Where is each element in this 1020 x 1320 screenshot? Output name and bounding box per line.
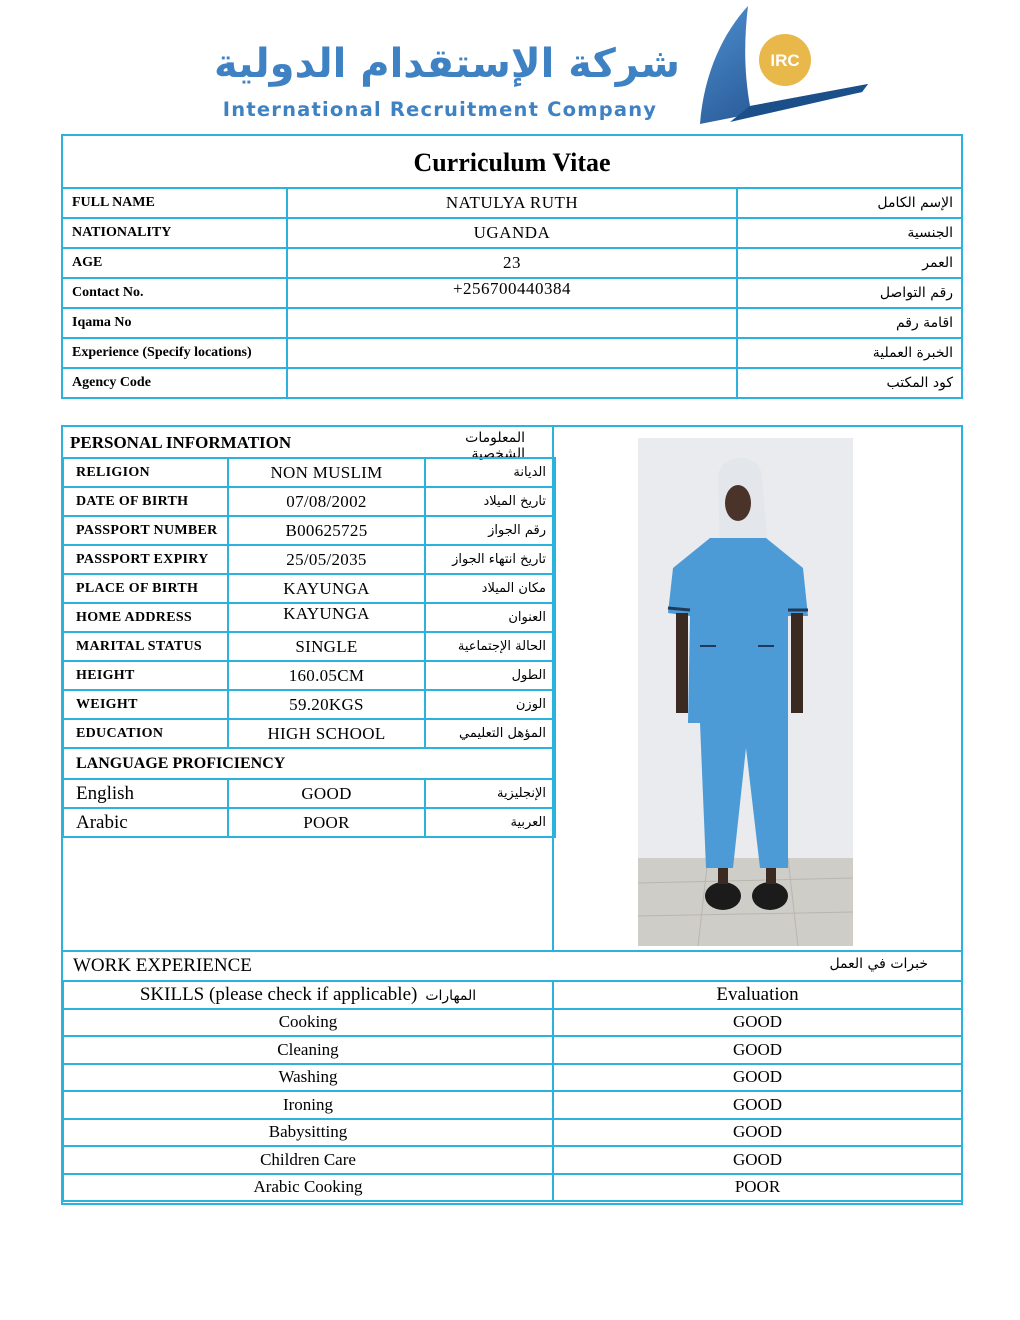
cv-value: +256700440384 xyxy=(287,278,737,308)
pi-label-arabic: رقم الجواز xyxy=(425,516,555,545)
cv-label-arabic: الإسم الكامل xyxy=(737,188,962,218)
cv-label: Iqama No xyxy=(62,308,287,338)
pi-value: SINGLE xyxy=(228,632,425,661)
cv-label-arabic: رقم التواصل xyxy=(737,278,962,308)
pi-label-arabic: الحالة الإجتماعية xyxy=(425,632,555,661)
pi-value: NON MUSLIM xyxy=(228,458,425,487)
skill-name: Cooking xyxy=(63,1009,553,1037)
cv-label-arabic: كود المكتب xyxy=(737,368,962,398)
pi-row-place-of-birth xyxy=(63,574,555,603)
pi-row-home-address xyxy=(63,603,555,632)
pi-row-date-of-birth xyxy=(63,487,555,516)
cv-value: NATULYA RUTH xyxy=(287,188,737,218)
pi-label: PASSPORT NUMBER xyxy=(63,516,228,545)
pi-row-passport-expiry xyxy=(63,545,555,574)
pi-label: PASSPORT EXPIRY xyxy=(63,545,228,574)
skills-header-label: SKILLS (please check if applicable) xyxy=(139,983,418,1005)
skills-table xyxy=(62,980,963,1202)
pi-value: KAYUNGA xyxy=(228,603,425,632)
candidate-photo xyxy=(638,438,853,946)
skill-evaluation: GOOD xyxy=(553,1064,962,1092)
pi-label: PLACE OF BIRTH xyxy=(63,574,228,603)
cv-row-full-name xyxy=(62,188,962,218)
skills-header-arabic: المهارات xyxy=(425,987,477,1004)
pi-label-arabic: تاريخ الميلاد xyxy=(425,487,555,516)
skill-name: Washing xyxy=(63,1064,553,1092)
cv-value xyxy=(287,338,737,368)
cv-row-contact xyxy=(62,278,962,308)
pi-row-height xyxy=(63,661,555,690)
skill-name: Cleaning xyxy=(63,1036,553,1064)
skill-evaluation: GOOD xyxy=(553,1146,962,1174)
pi-label-arabic: العنوان xyxy=(425,603,555,632)
cv-row-age xyxy=(62,248,962,278)
skill-row xyxy=(63,1036,962,1064)
evaluation-header: Evaluation xyxy=(553,981,962,1009)
pi-row-education xyxy=(63,719,555,748)
skill-evaluation: POOR xyxy=(553,1174,962,1202)
language-name: Arabic xyxy=(63,808,228,837)
cv-label-arabic: الجنسية xyxy=(737,218,962,248)
language-proficiency-heading-row xyxy=(63,748,555,779)
cv-label-arabic: العمر xyxy=(737,248,962,278)
pi-row-marital-status xyxy=(63,632,555,661)
skill-evaluation: GOOD xyxy=(553,1009,962,1037)
skill-evaluation: GOOD xyxy=(553,1091,962,1119)
pi-label: DATE OF BIRTH xyxy=(63,487,228,516)
language-level: GOOD xyxy=(228,779,425,808)
cv-label: AGE xyxy=(62,248,287,278)
cv-summary-table xyxy=(61,134,963,399)
skill-row xyxy=(63,1091,962,1119)
company-name-english: International Recruitment Company xyxy=(222,98,658,121)
company-logo xyxy=(195,2,875,132)
pi-value: KAYUNGA xyxy=(228,574,425,603)
skill-row xyxy=(63,1146,962,1174)
cv-label-arabic: اقامة رقم xyxy=(737,308,962,338)
cv-label: Experience (Specify locations) xyxy=(62,338,287,368)
pi-label-arabic: تاريخ انتهاء الجواز xyxy=(425,545,555,574)
pi-label-arabic: الوزن xyxy=(425,690,555,719)
skill-row xyxy=(63,1064,962,1092)
cv-row-agency-code xyxy=(62,368,962,398)
language-name-arabic: العربية xyxy=(425,808,555,837)
cv-label: Agency Code xyxy=(62,368,287,398)
company-name-arabic: شركة الإستقدام الدولية xyxy=(214,41,680,87)
pi-label: EDUCATION xyxy=(63,719,228,748)
cv-value: UGANDA xyxy=(287,218,737,248)
pi-value: 07/08/2002 xyxy=(228,487,425,516)
personal-info-heading: PERSONAL INFORMATION xyxy=(70,433,292,452)
cv-label: Contact No. xyxy=(62,278,287,308)
personal-info-table xyxy=(62,457,556,838)
pi-label-arabic: المؤهل التعليمي xyxy=(425,719,555,748)
pi-label: RELIGION xyxy=(63,458,228,487)
language-proficiency-heading: LANGUAGE PROFICIENCY xyxy=(63,748,555,779)
cv-value xyxy=(287,368,737,398)
personal-info-heading-arabic: المعلومات الشخصية xyxy=(465,430,525,462)
language-level: POOR xyxy=(228,808,425,837)
cv-label-arabic: الخبرة العملية xyxy=(737,338,962,368)
pi-label-arabic: الديانة xyxy=(425,458,555,487)
work-experience-heading: WORK EXPERIENCE xyxy=(73,955,252,976)
skill-name: Babysitting xyxy=(63,1119,553,1147)
language-name: English xyxy=(63,779,228,808)
pi-label: HOME ADDRESS xyxy=(63,603,228,632)
pi-value: B00625725 xyxy=(228,516,425,545)
logo-mark-icon xyxy=(690,2,890,132)
pi-value: 59.20KGS xyxy=(228,690,425,719)
pi-label: HEIGHT xyxy=(63,661,228,690)
pi-row-religion xyxy=(63,458,555,487)
pi-value: 25/05/2035 xyxy=(228,545,425,574)
skill-evaluation: GOOD xyxy=(553,1119,962,1147)
language-row-arabic xyxy=(63,808,555,837)
skill-row xyxy=(63,1009,962,1037)
skill-name: Ironing xyxy=(63,1091,553,1119)
pi-row-weight xyxy=(63,690,555,719)
skills-header xyxy=(63,981,553,1009)
cv-label: FULL NAME xyxy=(62,188,287,218)
language-row-english xyxy=(63,779,555,808)
cv-row-nationality xyxy=(62,218,962,248)
pi-label: MARITAL STATUS xyxy=(63,632,228,661)
cv-value xyxy=(287,308,737,338)
work-experience-heading-arabic: خبرات في العمل xyxy=(829,956,928,972)
skill-name: Arabic Cooking xyxy=(63,1174,553,1202)
skill-row xyxy=(63,1174,962,1202)
cv-label: NATIONALITY xyxy=(62,218,287,248)
cv-title: Curriculum Vitae xyxy=(62,135,962,188)
skills-header-row xyxy=(63,981,962,1009)
skill-evaluation: GOOD xyxy=(553,1036,962,1064)
pi-label-arabic: الطول xyxy=(425,661,555,690)
pi-label: WEIGHT xyxy=(63,690,228,719)
logo-mark-text: IRC xyxy=(770,51,800,70)
cv-value: 23 xyxy=(287,248,737,278)
language-name-arabic: الإنجليزية xyxy=(425,779,555,808)
skill-name: Children Care xyxy=(63,1146,553,1174)
skill-row xyxy=(63,1119,962,1147)
cv-row-experience xyxy=(62,338,962,368)
pi-row-passport-number xyxy=(63,516,555,545)
pi-label-arabic: مكان الميلاد xyxy=(425,574,555,603)
cv-row-iqama xyxy=(62,308,962,338)
pi-value: 160.05CM xyxy=(228,661,425,690)
pi-value: HIGH SCHOOL xyxy=(228,719,425,748)
